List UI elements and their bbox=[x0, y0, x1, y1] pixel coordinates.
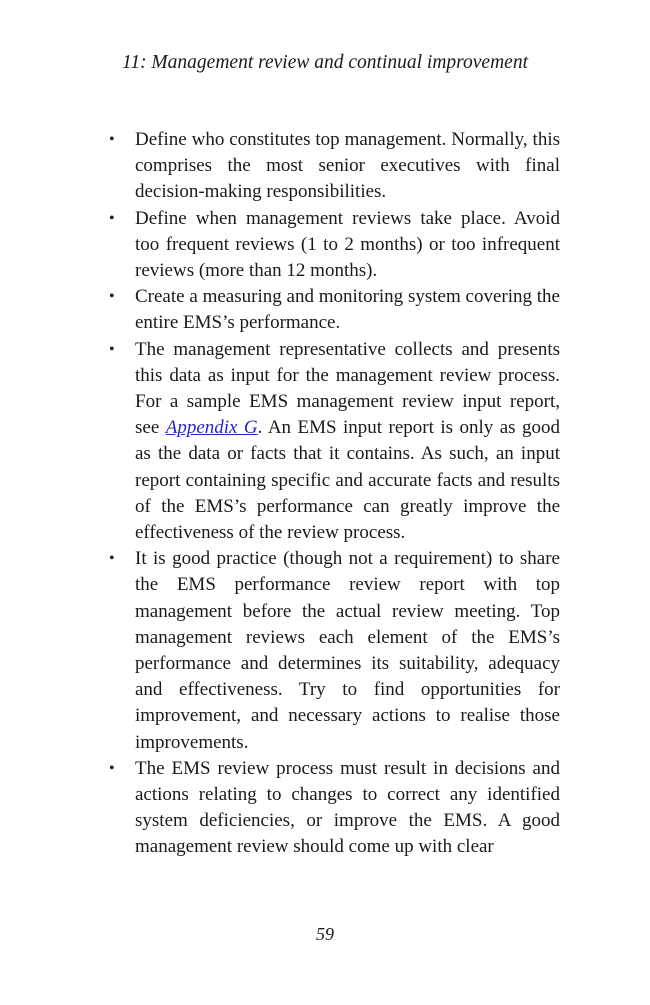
list-item bbox=[0, 756, 560, 861]
list-item bbox=[0, 284, 560, 336]
bullet-icon: • bbox=[109, 209, 115, 227]
bullet-text-after-link: . An EMS input report is only as good as the data or facts that it contains. As such, an input report containing specific and accurate facts and results of the EMS’s performance can greatly improve the effectiveness of the review process. bbox=[135, 417, 560, 544]
list-item bbox=[0, 337, 560, 547]
list-item bbox=[0, 206, 560, 285]
bullet-icon: • bbox=[109, 550, 115, 568]
bullet-text: Define when management reviews take place. Avoid too frequent reviews (1 to 2 months) or too infrequent reviews (more than 12 months). bbox=[135, 207, 560, 282]
bullet-text: The EMS review process must result in decisions and actions relating to changes to correct any identified system deficiencies, or improve the EMS. A good management review should come up with clear bbox=[135, 757, 560, 858]
list-item bbox=[0, 127, 560, 206]
bullet-list bbox=[0, 127, 650, 861]
bullet-icon: • bbox=[109, 759, 115, 777]
bullet-icon: • bbox=[109, 131, 115, 148]
bullet-text-before-link: The management representative collects and presents this data as input for the management review process. For a sample EMS management review input report, see bbox=[135, 338, 560, 439]
bullet-text: Create a measuring and monitoring system covering the entire EMS’s performance. bbox=[135, 286, 560, 334]
bullet-text: It is good practice (though not a requirement) to share the EMS performance review report with top management before the actual review meeting. Top management reviews each element of the EMS’s performance and determines its suitability, adequacy and effectiveness. Try to find opportunities for improvement, and necessary actions to realise those improvements. bbox=[135, 548, 560, 753]
bullet-icon: • bbox=[109, 288, 115, 306]
appendix-g-link[interactable]: Appendix G bbox=[165, 417, 258, 439]
running-header: 11: Management review and continual improvement bbox=[122, 52, 528, 73]
page-number: 59 bbox=[316, 924, 334, 944]
list-item bbox=[0, 546, 560, 756]
bullet-icon: • bbox=[109, 340, 115, 358]
bullet-text: Define who constitutes top management. Normally, this comprises the most senior executives with final decision-making responsibilities. bbox=[135, 129, 560, 203]
